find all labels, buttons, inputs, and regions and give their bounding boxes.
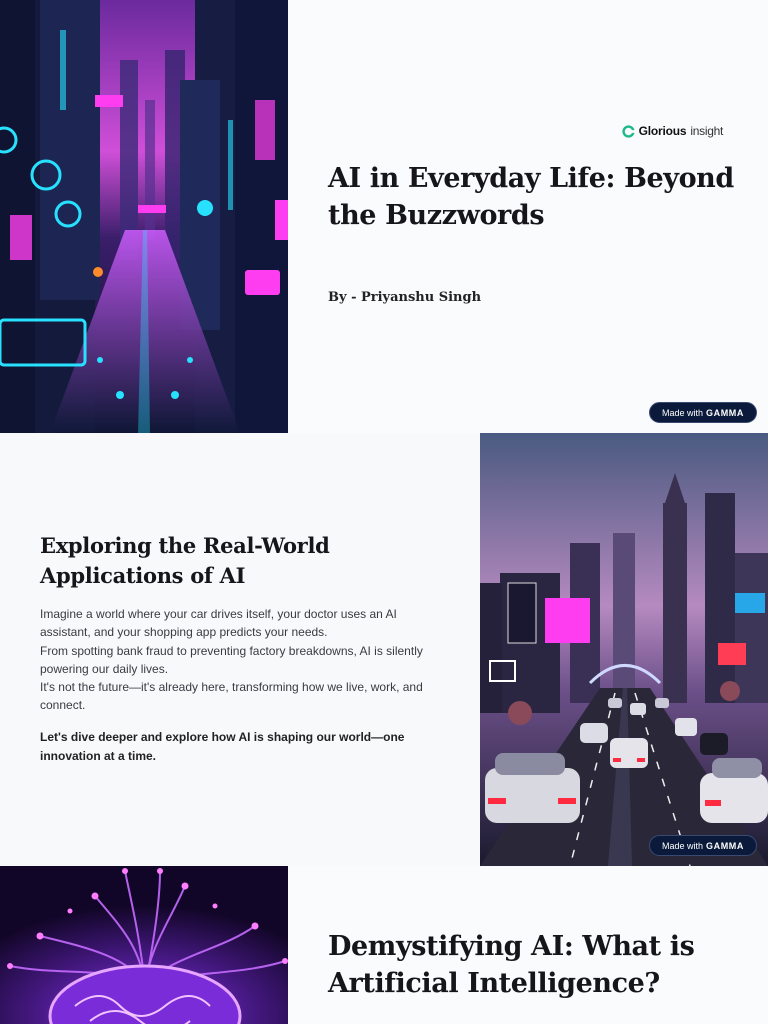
badge-brand: GAMMA [706, 840, 744, 851]
body-paragraph: Imagine a world where your car drives itself, your doctor uses an AI assistant, and your shopping app predicts your needs. [40, 607, 397, 640]
badge-prefix: Made with [661, 840, 703, 851]
slide-1-title: AI in Everyday Life: Beyond the Buzzwords [328, 163, 734, 231]
made-with-gamma-badge[interactable] [649, 835, 757, 856]
byline: By - Priyanshu Singh [328, 290, 482, 305]
slide-2-title: Exploring the Real-World Applications of AI [40, 533, 330, 588]
glorious-insight-logo-icon [622, 125, 635, 138]
neon-city-image [0, 0, 288, 433]
slide-demystifying [0, 866, 768, 1024]
glowing-brain-image [0, 866, 288, 1024]
slide-title [0, 0, 768, 433]
body-paragraph: From spotting bank fraud to preventing factory breakdowns, AI is silently powering our daily lives. [40, 643, 423, 676]
badge-prefix: Made with [661, 407, 703, 418]
made-with-gamma-badge[interactable] [649, 402, 757, 423]
brand-name-bold: Glorious [638, 124, 687, 138]
slide-2-lead: Let's dive deeper and explore how AI is shaping our world—one innovation at a time. [40, 730, 405, 763]
body-paragraph: It's not the future—it's already here, transforming how we live, work, and connect. [40, 680, 423, 713]
brand-name-light: insight [690, 124, 723, 138]
slide-3-title: Demystifying AI: What is Artificial Intelligence? [328, 931, 695, 999]
badge-brand: GAMMA [706, 407, 744, 418]
slide-2-body [40, 605, 445, 715]
city-highway-image [480, 433, 768, 866]
brand-logo [622, 124, 723, 138]
